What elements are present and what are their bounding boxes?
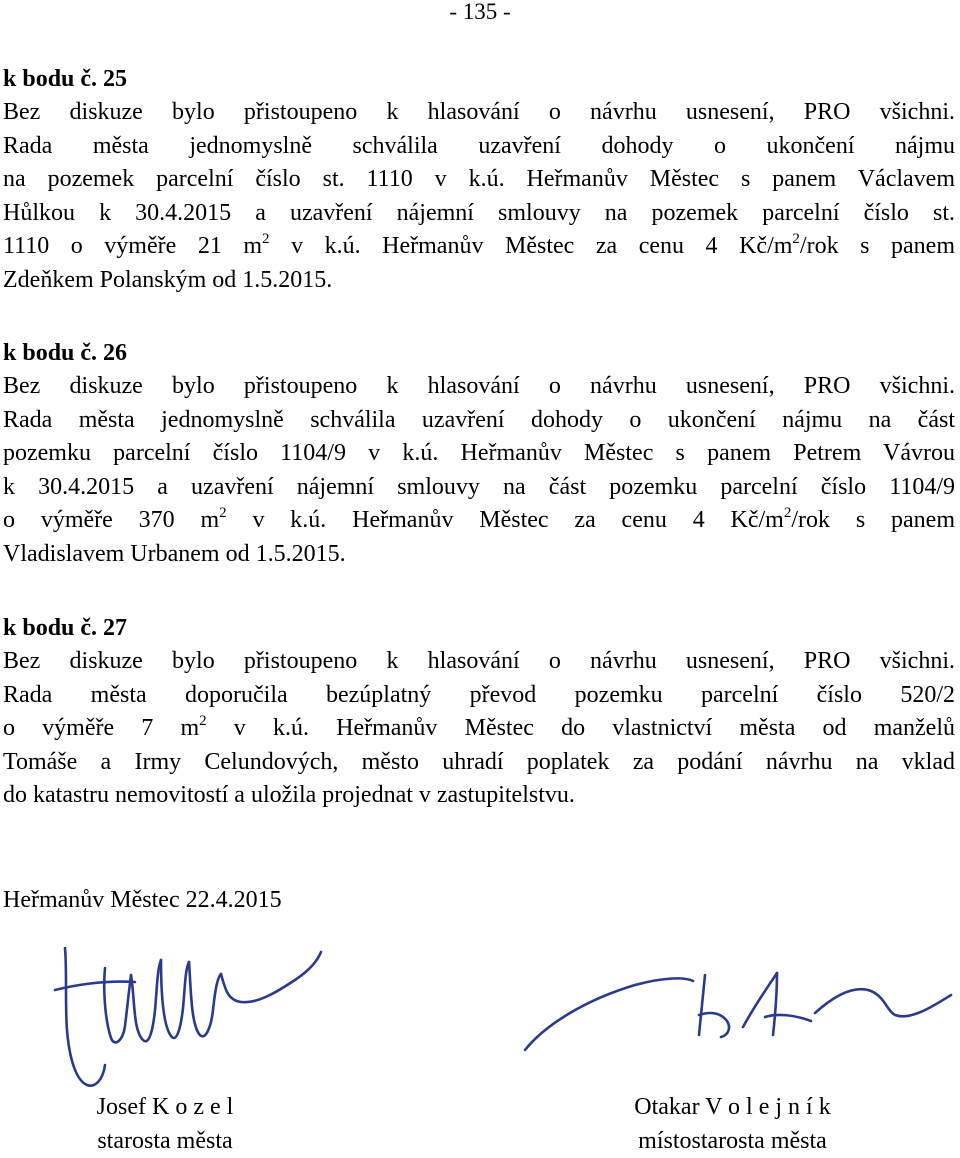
line-text: 1110 o výměře 21 m [3, 233, 263, 259]
signatory-role: starosta města [97, 1128, 233, 1154]
paragraph-line-with-superscript [3, 230, 955, 264]
line-text: v k.ú. Heřmanův Městec za cenu 4 Kč/m [226, 507, 784, 533]
section-bod-26 [3, 337, 955, 571]
line-text: /rok s panem [791, 507, 956, 533]
paragraph-line: pozemku parcelní číslo 1104/9 v k.ú. Heřmanův Městec s panem Petrem Vávrou [3, 440, 955, 466]
superscript: 2 [199, 713, 207, 729]
section-bod-25 [3, 63, 955, 297]
superscript: 2 [262, 231, 270, 247]
place-and-date: Heřmanův Městec 22.4.2015 [3, 887, 282, 913]
paragraph-line: Vladislavem Urbanem od 1.5.2015. [3, 540, 346, 567]
signatory-name: Otakar V o l e j n í k [634, 1094, 831, 1120]
paragraph-line: do katastru nemovitostí a uložila projednat v zastupitelstvu. [3, 782, 575, 808]
section-heading: k bodu č. 26 [3, 340, 128, 366]
paragraph-line: Bez diskuze bylo přistoupeno k hlasování o návrhu usnesení, PRO všichni. [3, 99, 955, 125]
signature-starosta [45, 930, 335, 1090]
line-text: /rok s panem [799, 233, 955, 259]
line-text: v k.ú. Heřmanův Městec za cenu 4 Kč/m [269, 233, 793, 259]
section-heading: k bodu č. 27 [3, 615, 128, 641]
paragraph-line: Rada města jednomyslně schválila uzavření dohody o ukončení nájmu [3, 132, 955, 159]
paragraph-line: na pozemek parcelní číslo st. 1110 v k.ú. Heřmanův Městec s panem Václavem [3, 166, 955, 192]
paragraph-line: Rada města jednomyslně schválila uzavření dohody o ukončení nájmu na část [3, 406, 955, 433]
signatory-name: Josef K o z e l [96, 1094, 234, 1120]
section-paragraph [3, 645, 955, 813]
paragraph-line: Bez diskuze bylo přistoupeno k hlasování o návrhu usnesení, PRO všichni. [3, 648, 955, 674]
line-text: v k.ú. Heřmanův Městec do vlastnictví města od manželů [206, 715, 955, 741]
signatory-mistostarosta [575, 1090, 890, 1158]
paragraph-line: k 30.4.2015 a uzavření nájemní smlouvy na část pozemku parcelní číslo 1104/9 [3, 473, 955, 500]
paragraph-line-with-superscript [3, 504, 955, 538]
signatory-role: místostarosta města [638, 1128, 827, 1154]
paragraph-line-with-superscript [3, 712, 955, 746]
line-text: o výměře 7 m [3, 715, 200, 741]
superscript: 2 [792, 231, 800, 247]
paragraph-line: Tomáše a Irmy Celundových, město uhradí poplatek za podání návrhu na vklad [3, 748, 955, 775]
paragraph-line: Hůlkou k 30.4.2015 a uzavření nájemní smlouvy na pozemek parcelní číslo st. [3, 199, 955, 226]
signature-mistostarosta [515, 955, 960, 1065]
paragraph-line: Zdeňkem Polanským od 1.5.2015. [3, 266, 333, 293]
page-number: - 135 - [449, 0, 511, 24]
section-heading: k bodu č. 25 [3, 66, 128, 92]
line-text: o výměře 370 m [3, 507, 220, 533]
section-bod-27 [3, 612, 955, 813]
superscript: 2 [219, 505, 227, 521]
paragraph-line: Rada města doporučila bezúplatný převod pozemku parcelní číslo 520/2 [3, 681, 955, 708]
paragraph-line: Bez diskuze bylo přistoupeno k hlasování o návrhu usnesení, PRO všichni. [3, 373, 955, 399]
signatory-starosta [40, 1090, 290, 1158]
section-paragraph [3, 96, 955, 297]
superscript: 2 [783, 505, 792, 521]
section-paragraph [3, 370, 955, 571]
